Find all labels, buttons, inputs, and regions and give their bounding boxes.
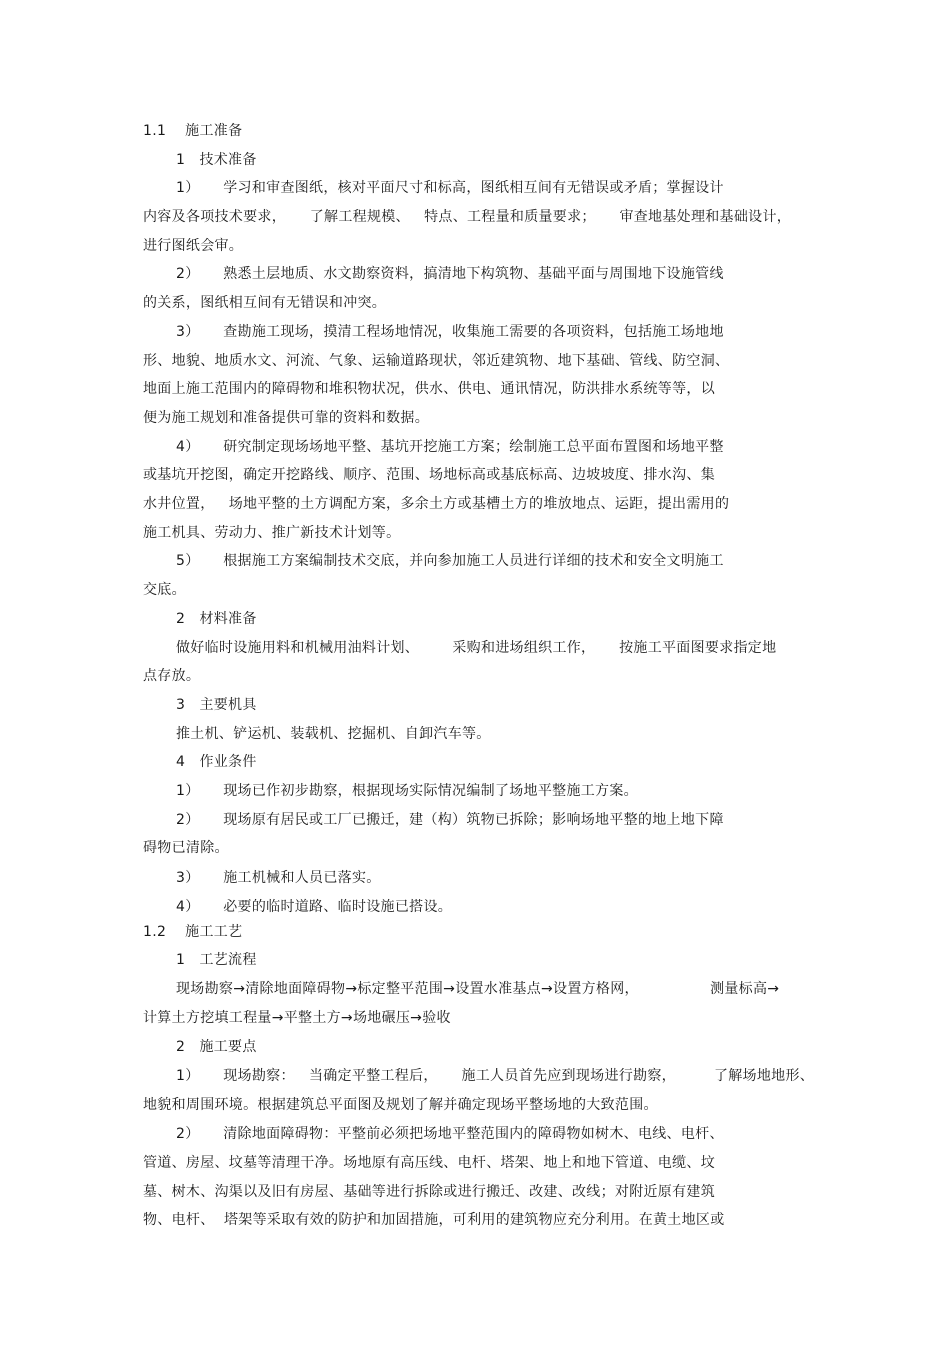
text-line: 3） 施工机械和人员已落实。 xyxy=(176,870,381,886)
subsection-heading: 3 主要机具 xyxy=(176,697,257,713)
text-line: 便为施工规划和准备提供可靠的资料和数据。 xyxy=(143,410,429,426)
text-line: 5） 根据施工方案编制技术交底，并向参加施工人员进行详细的技术和安全文明施工 xyxy=(176,553,724,569)
text-line: 推土机、铲运机、装载机、挖掘机、自卸汽车等。 xyxy=(176,726,491,742)
text-line: 管道、房屋、坟墓等清理干净。场地原有高压线、电杆、塔架、地上和地下管道、电缆、坟 xyxy=(143,1155,715,1171)
text-line: 墓、树木、沟渠以及旧有房屋、基础等进行拆除或进行搬迁、改建、改线；对附近原有建筑 xyxy=(143,1184,715,1200)
subsection-heading: 4 作业条件 xyxy=(176,754,257,770)
text-line: 水井位置， 场地平整的土方调配方案，多余土方或基槽土方的堆放地点、运距，提出需用的 xyxy=(143,496,730,512)
text-line: 4） 研究制定现场场地平整、基坑开挖施工方案；绘制施工总平面布置图和场地平整 xyxy=(176,439,724,455)
text-line: 2） 现场原有居民或工厂已搬迁，建（构）筑物已拆除；影响场地平整的地上地下障 xyxy=(176,812,724,828)
text-line: 点存放。 xyxy=(143,668,201,684)
text-line: 1） 现场已作初步勘察，根据现场实际情况编制了场地平整施工方案。 xyxy=(176,783,638,799)
text-line: 地面上施工范围内的障碍物和堆积物状况，供水、供电、通讯情况，防洪排水系统等等，以 xyxy=(143,381,715,397)
text-line: 内容及各项技术要求， 了解工程规模、 特点、工程量和质量要求； 审查地基处理和基础设计， xyxy=(143,209,792,225)
text-line: 现场勘察→清除地面障碍物→标定整平范围→设置水准基点→设置方格网， 测量标高→ xyxy=(176,981,780,997)
text-line: 交底。 xyxy=(143,582,186,598)
text-line: 3） 查勘施工现场，摸清工程场地情况，收集施工需要的各项资料，包括施工场地地 xyxy=(176,324,724,340)
section-heading: 1.2 施工工艺 xyxy=(143,924,243,940)
text-line: 进行图纸会审。 xyxy=(143,238,244,254)
text-line: 做好临时设施用料和机械用油料计划、 采购和进场组织工作， 按施工平面图要求指定地 xyxy=(176,640,777,656)
text-line: 计算土方挖填工程量→平整土方→场地碾压→验收 xyxy=(143,1010,451,1026)
text-line: 或基坑开挖图，确定开挖路线、顺序、范围、场地标高或基底标高、边坡坡度、排水沟、集 xyxy=(143,467,715,483)
subsection-heading: 2 施工要点 xyxy=(176,1039,257,1055)
text-line: 物、电杆、 塔架等采取有效的防护和加固措施，可利用的建筑物应充分利用。在黄土地区或 xyxy=(143,1212,725,1228)
text-line: 碍物已清除。 xyxy=(143,840,229,856)
text-line: 1） 现场勘察： 当确定平整工程后， 施工人员首先应到现场进行勘察， 了解场地地形、 xyxy=(176,1068,815,1084)
text-line: 形、地貌、地质水文、河流、气象、运输道路现状，邻近建筑物、地下基础、管线、防空洞、 xyxy=(143,353,730,369)
text-line: 2） 熟悉土层地质、水文勘察资料，搞清地下构筑物、基础平面与周围地下设施管线 xyxy=(176,266,724,282)
subsection-heading: 1 工艺流程 xyxy=(176,952,257,968)
section-heading: 1.1 施工准备 xyxy=(143,123,243,139)
text-line: 4） 必要的临时道路、临时设施已搭设。 xyxy=(176,899,453,915)
subsection-heading: 1 技术准备 xyxy=(176,152,257,168)
text-line: 施工机具、劳动力、推广新技术计划等。 xyxy=(143,525,401,541)
text-line: 地貌和周围环境。根据建筑总平面图及规划了解并确定现场平整场地的大致范围。 xyxy=(143,1097,658,1113)
text-line: 的关系，图纸相互间有无错误和冲突。 xyxy=(143,295,387,311)
text-line: 1） 学习和审查图纸，核对平面尺寸和标高，图纸相互间有无错误或矛盾；掌握设计 xyxy=(176,180,724,196)
subsection-heading: 2 材料准备 xyxy=(176,611,257,627)
text-line: 2） 清除地面障碍物：平整前必须把场地平整范围内的障碍物如树木、电线、电杆、 xyxy=(176,1126,724,1142)
